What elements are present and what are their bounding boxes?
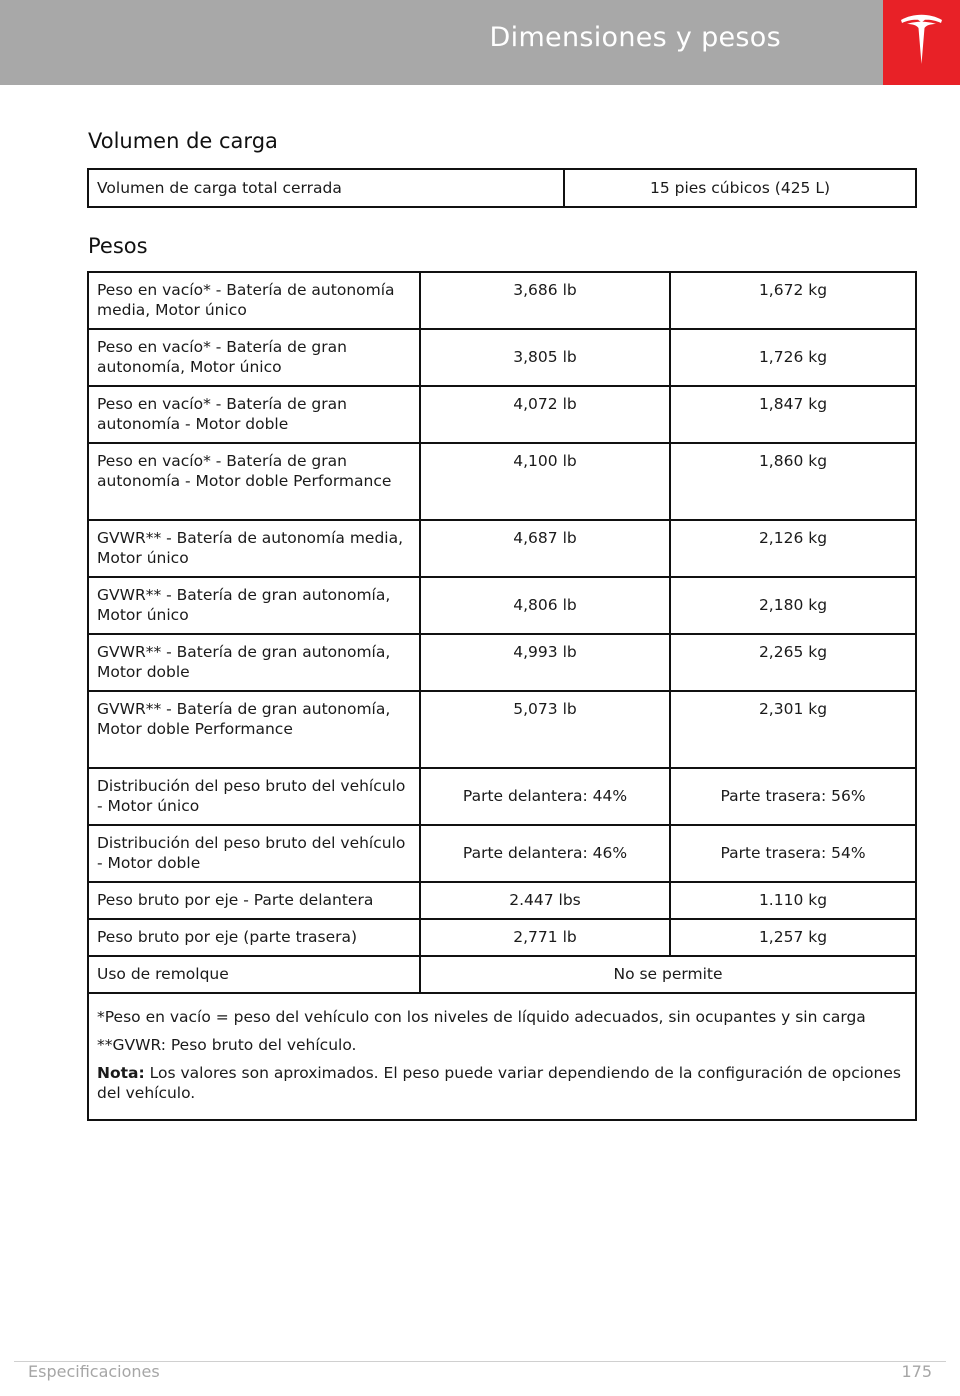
row-kg: 1,672 kg xyxy=(670,272,916,329)
brand-logo-box xyxy=(883,0,960,85)
row-kg: 2,301 kg xyxy=(670,691,916,768)
towing-label: Uso de remolque xyxy=(88,956,420,993)
row-kg: 1,726 kg xyxy=(670,329,916,386)
row-kg: 2,126 kg xyxy=(670,520,916,577)
header-bar xyxy=(0,0,883,85)
table-row xyxy=(88,634,916,691)
row-kg: 1,847 kg xyxy=(670,386,916,443)
note-text: Los valores son aproximados. El peso puede variar dependiendo de la configuración de opciones del vehículo. xyxy=(97,1064,901,1102)
row-kg: 1.110 kg xyxy=(670,882,916,919)
row-lb: 4,072 lb xyxy=(420,386,670,443)
weights-heading: Pesos xyxy=(88,234,148,258)
row-label: Peso en vacío* - Batería de gran autonomía - Motor doble xyxy=(88,386,420,443)
notes-cell xyxy=(88,993,916,1120)
row-front: Parte delantera: 46% xyxy=(420,825,670,882)
table-row xyxy=(88,993,916,1120)
row-front: Parte delantera: 44% xyxy=(420,768,670,825)
note-gvwr: **GVWR: Peso bruto del vehículo. xyxy=(97,1036,357,1054)
row-lb: 2,771 lb xyxy=(420,919,670,956)
row-kg: 1,257 kg xyxy=(670,919,916,956)
note-curb-weight: *Peso en vacío = peso del vehículo con los niveles de líquido adecuados, sin ocupantes y sin carga xyxy=(97,1008,866,1026)
row-label: Peso en vacío* - Batería de gran autonomía, Motor único xyxy=(88,329,420,386)
table-row xyxy=(88,691,916,768)
row-lb: 4,687 lb xyxy=(420,520,670,577)
row-kg: 1,860 kg xyxy=(670,443,916,520)
table-row xyxy=(88,386,916,443)
row-lb: 2.447 lbs xyxy=(420,882,670,919)
table-row xyxy=(88,329,916,386)
row-label: Peso en vacío* - Batería de gran autonomía - Motor doble Performance xyxy=(88,443,420,520)
table-row xyxy=(88,956,916,993)
cargo-label: Volumen de carga total cerrada xyxy=(88,169,564,207)
row-label: Distribución del peso bruto del vehículo - Motor único xyxy=(88,768,420,825)
tesla-t-logo-icon xyxy=(899,14,944,66)
row-lb: 3,686 lb xyxy=(420,272,670,329)
footer-section: Especificaciones xyxy=(28,1362,160,1381)
row-rear: Parte trasera: 54% xyxy=(670,825,916,882)
row-lb: 5,073 lb xyxy=(420,691,670,768)
row-lb: 4,100 lb xyxy=(420,443,670,520)
table-row xyxy=(88,825,916,882)
weights-table xyxy=(87,271,917,1121)
row-rear: Parte trasera: 56% xyxy=(670,768,916,825)
table-row xyxy=(88,919,916,956)
row-label: GVWR** - Batería de autonomía media, Motor único xyxy=(88,520,420,577)
note-label: Nota: xyxy=(97,1064,145,1082)
row-lb: 4,993 lb xyxy=(420,634,670,691)
row-kg: 2,180 kg xyxy=(670,577,916,634)
row-label: Distribución del peso bruto del vehículo - Motor doble xyxy=(88,825,420,882)
row-label: GVWR** - Batería de gran autonomía, Motor único xyxy=(88,577,420,634)
table-row xyxy=(88,768,916,825)
note-approx xyxy=(97,1063,907,1103)
cargo-value: 15 pies cúbicos (425 L) xyxy=(564,169,916,207)
table-row xyxy=(88,520,916,577)
table-row xyxy=(88,882,916,919)
cargo-table xyxy=(87,168,917,208)
cargo-heading: Volumen de carga xyxy=(88,129,278,153)
row-lb: 4,806 lb xyxy=(420,577,670,634)
table-row xyxy=(88,443,916,520)
row-label: GVWR** - Batería de gran autonomía, Motor doble Performance xyxy=(88,691,420,768)
table-row xyxy=(88,577,916,634)
row-label: Peso bruto por eje - Parte delantera xyxy=(88,882,420,919)
row-kg: 2,265 kg xyxy=(670,634,916,691)
row-label: Peso en vacío* - Batería de autonomía media, Motor único xyxy=(88,272,420,329)
table-row xyxy=(88,272,916,329)
page-number: 175 xyxy=(901,1362,932,1381)
row-label: Peso bruto por eje (parte trasera) xyxy=(88,919,420,956)
page-title: Dimensiones y pesos xyxy=(489,22,781,53)
towing-value: No se permite xyxy=(420,956,916,993)
row-label: GVWR** - Batería de gran autonomía, Motor doble xyxy=(88,634,420,691)
row-lb: 3,805 lb xyxy=(420,329,670,386)
table-row xyxy=(88,169,916,207)
